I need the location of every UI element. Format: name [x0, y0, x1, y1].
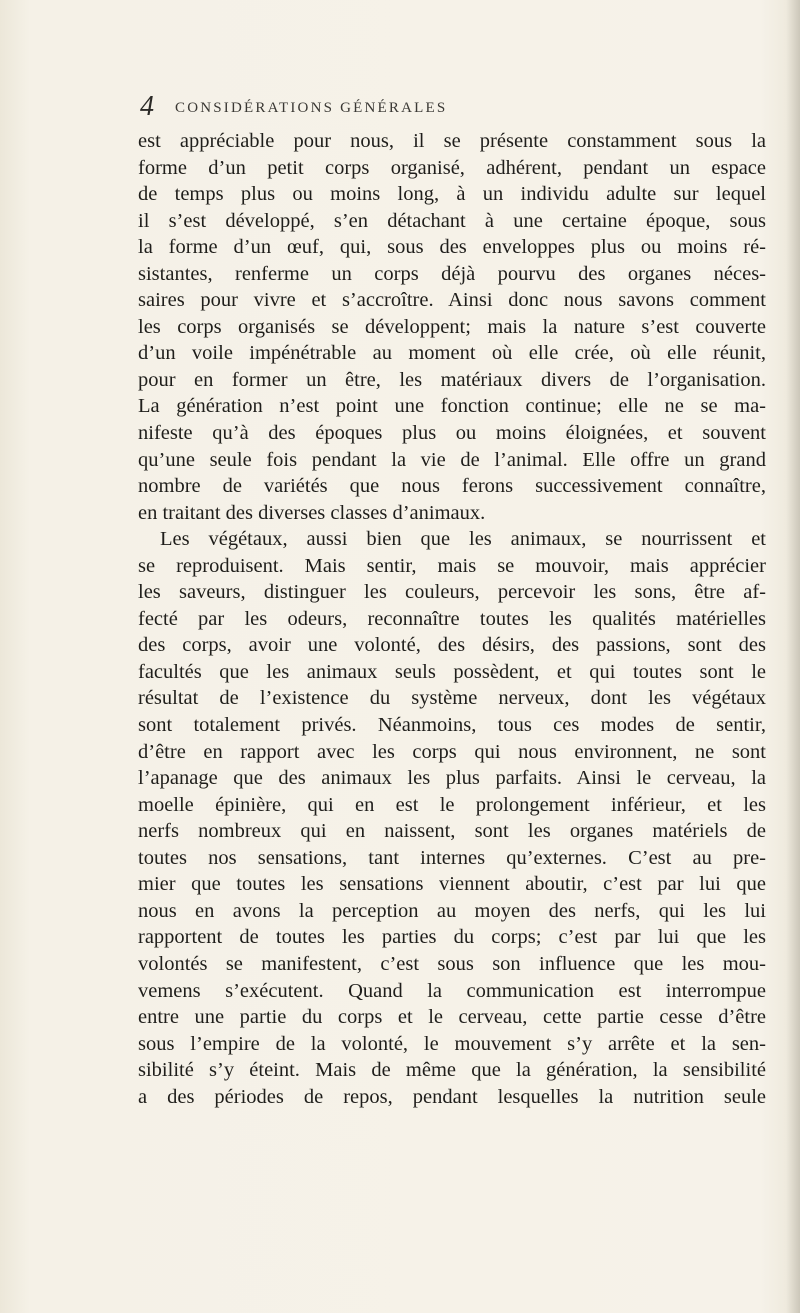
text-line: résultat de l’existence du système nerveux, dont les végétaux — [138, 687, 766, 710]
text-line: sous l’empire de la volonté, le mouvement s’y arrête et la sen- — [138, 1032, 766, 1055]
text-line: l’apanage que des animaux les plus parfaits. Ainsi le cerveau, la — [138, 767, 766, 790]
text-line: la forme d’un œuf, qui, sous des enveloppes plus ou moins ré- — [138, 236, 766, 259]
text-line: d’un voile impénétrable au moment où elle crée, où elle réunit, — [138, 342, 766, 365]
page-number: 4 — [140, 91, 154, 122]
text-line: fecté par les odeurs, reconnaître toutes les qualités matérielles — [138, 607, 766, 630]
text-line: vemens s’exécutent. Quand la communication est interrompue — [138, 979, 766, 1002]
running-head: CONSIDÉRATIONS GÉNÉRALES — [175, 100, 448, 116]
text-line: mier que toutes les sensations viennent aboutir, c’est par lui que — [138, 873, 766, 896]
text-line: des corps, avoir une volonté, des désirs, des passions, sont des — [138, 634, 766, 657]
text-line: a des périodes de repos, pendant lesquelles la nutrition seule — [138, 1085, 766, 1108]
text-line: nifeste qu’à des époques plus ou moins éloignées, et souvent — [138, 422, 766, 445]
body-text — [138, 128, 766, 1110]
page-header — [140, 92, 700, 122]
text-line: nous en avons la perception au moyen des nerfs, qui les lui — [138, 899, 766, 922]
text-line: volontés se manifestent, c’est sous son influence que les mou- — [138, 952, 766, 975]
text-line: en traitant des diverses classes d’animaux. — [138, 501, 486, 524]
text-line: de temps plus ou moins long, à un individu adulte sur lequel — [138, 183, 766, 206]
text-line: les corps organisés se développent; mais la nature s’est couverte — [138, 315, 766, 338]
text-line: facultés que les animaux seuls possèdent, et qui toutes sont le — [138, 660, 766, 683]
text-line: rapportent de toutes les parties du corps; c’est par lui que les — [138, 926, 766, 949]
text-line: entre une partie du corps et le cerveau, cette partie cesse d’être — [138, 1006, 766, 1029]
text-line: nerfs nombreux qui en naissent, sont les organes matériels de — [138, 820, 766, 843]
text-line: les saveurs, distinguer les couleurs, percevoir les sons, être af- — [138, 581, 766, 604]
text-line: forme d’un petit corps organisé, adhérent, pendant un espace — [138, 156, 766, 179]
text-line: sibilité s’y éteint. Mais de même que la génération, la sensibilité — [138, 1059, 766, 1082]
text-line: Les végétaux, aussi bien que les animaux, se nourrissent et — [160, 528, 766, 551]
text-line: La génération n’est point une fonction continue; elle ne se ma- — [138, 395, 766, 418]
text-line: il s’est développé, s’en détachant à une certaine époque, sous — [138, 209, 766, 232]
text-line: moelle épinière, qui en est le prolongement inférieur, et les — [138, 793, 766, 816]
text-line: nombre de variétés que nous ferons successivement connaître, — [138, 475, 766, 498]
text-line: qu’une seule fois pendant la vie de l’animal. Elle offre un grand — [138, 448, 766, 471]
text-line: sont totalement privés. Néanmoins, tous ces modes de sentir, — [138, 714, 766, 737]
text-line: toutes nos sensations, tant internes qu’externes. C’est au pre- — [138, 846, 766, 869]
text-line: sistantes, renferme un corps déjà pourvu des organes néces- — [138, 262, 766, 285]
text-line: d’être en rapport avec les corps qui nous environnent, ne sont — [138, 740, 766, 763]
text-line: saires pour vivre et s’accroître. Ainsi donc nous savons comment — [138, 289, 766, 312]
text-line: pour en former un être, les matériaux divers de l’organisation. — [138, 368, 766, 391]
text-line: se reproduisent. Mais sentir, mais se mouvoir, mais apprécier — [138, 554, 766, 577]
page-edge-shadow — [786, 0, 800, 1313]
text-line: est appréciable pour nous, il se présente constamment sous la — [138, 130, 766, 152]
